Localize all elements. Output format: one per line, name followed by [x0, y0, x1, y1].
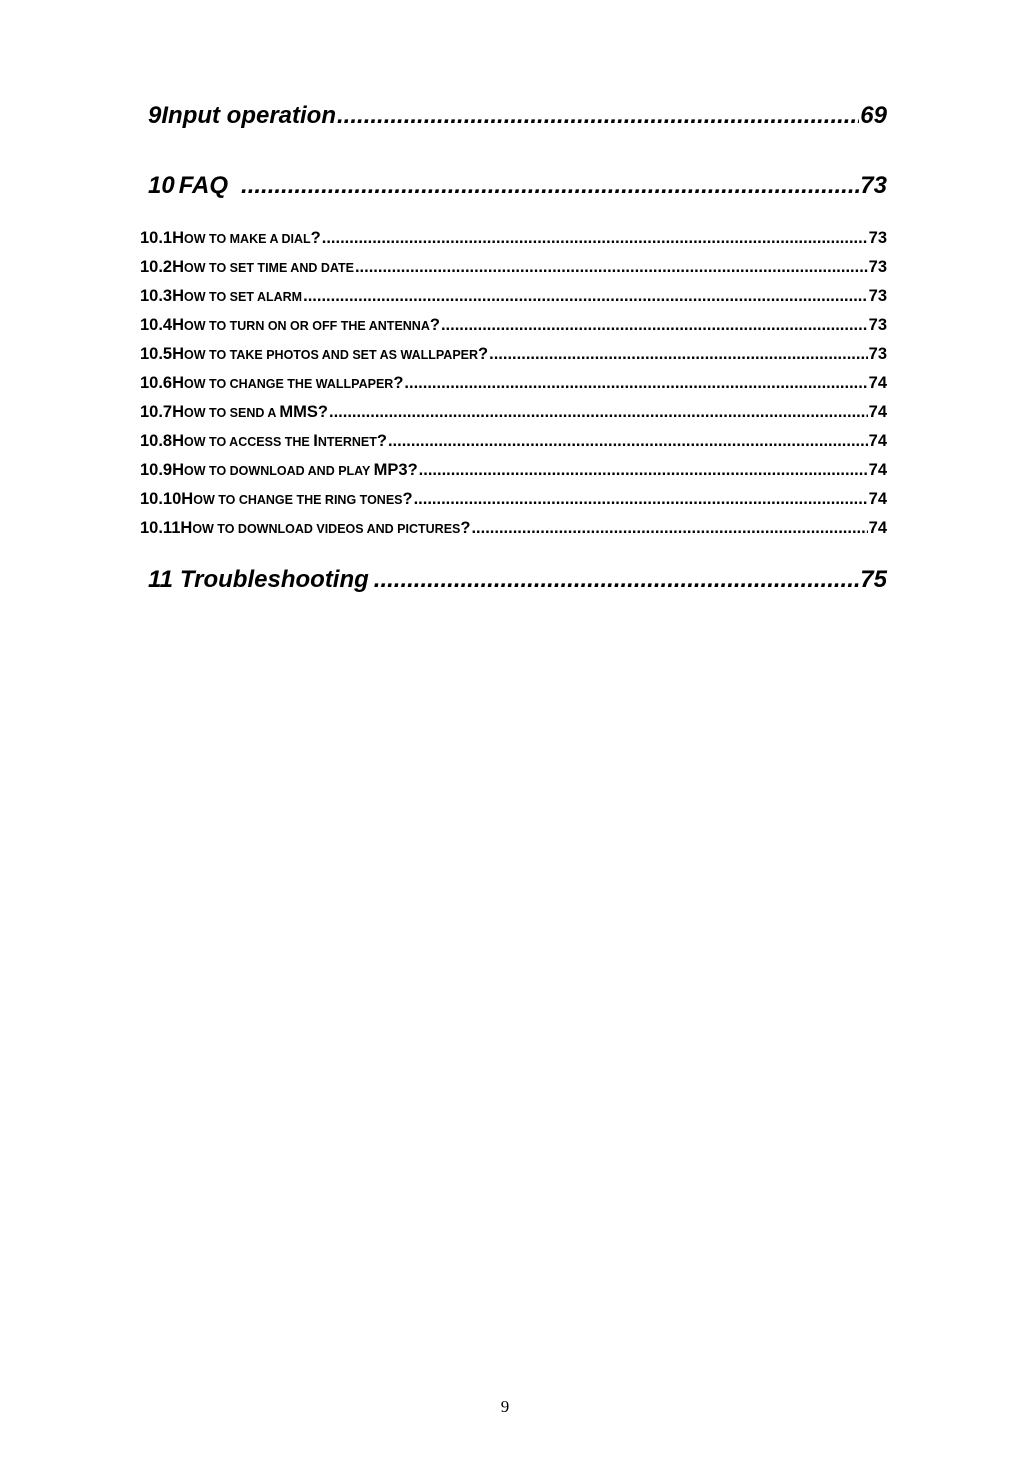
- faq-item-title: [181, 490, 412, 509]
- faq-item-number: 10.4: [140, 316, 173, 334]
- toc-faq-item[interactable]: [140, 519, 887, 538]
- faq-title-small-caps: NTERNET: [317, 435, 377, 449]
- toc-faq-item[interactable]: [140, 316, 887, 335]
- faq-title-capital: ?: [310, 229, 321, 247]
- dot-leader: [303, 287, 868, 306]
- chapter-page: 69: [860, 102, 887, 129]
- faq-item-title: [172, 229, 321, 248]
- toc-chapter-11[interactable]: [148, 566, 887, 594]
- faq-title-small-caps: OW TO ACCESS THE: [184, 435, 314, 449]
- toc-faq-item[interactable]: [140, 258, 887, 277]
- dot-leader: [419, 461, 868, 480]
- faq-title-capital: ?: [393, 374, 404, 392]
- dot-leader: [388, 432, 868, 451]
- toc-chapter-10[interactable]: [148, 172, 887, 200]
- faq-title-capital: H: [172, 316, 185, 334]
- faq-item-number: 10.6: [140, 374, 173, 392]
- faq-item-number: 10.8: [140, 432, 173, 450]
- dot-leader: [374, 566, 860, 594]
- faq-item-title: [172, 345, 488, 364]
- chapter-title: Troubleshooting: [179, 566, 369, 593]
- faq-title-capital: ?: [376, 432, 387, 450]
- dot-leader: [441, 316, 868, 335]
- faq-title-small-caps: OW TO DOWNLOAD VIDEOS AND PICTURES: [192, 522, 461, 536]
- faq-title-small-caps: OW TO SET TIME AND DATE: [184, 261, 354, 275]
- faq-title-capital: H: [172, 258, 185, 276]
- faq-item-page: 74: [868, 461, 887, 479]
- faq-item-number: 10.1: [140, 229, 173, 247]
- faq-title-capital: H: [172, 461, 185, 479]
- faq-item-title: [180, 519, 470, 538]
- faq-title-capital: H: [172, 229, 185, 247]
- chapter-page: 73: [860, 172, 887, 199]
- dot-leader: [355, 258, 868, 277]
- faq-item-title: [172, 403, 328, 422]
- faq-item-number: 10.7: [140, 403, 173, 421]
- faq-title-capital: ?: [478, 345, 489, 363]
- toc-faq-item[interactable]: [140, 461, 887, 480]
- faq-title-small-caps: OW TO CHANGE THE WALLPAPER: [184, 377, 394, 391]
- faq-item-page: 74: [868, 490, 887, 508]
- faq-item-number: 10.5: [140, 345, 173, 363]
- faq-title-small-caps: OW TO SEND A: [184, 406, 280, 420]
- faq-title-capital: H: [172, 432, 185, 450]
- toc-faq-item[interactable]: [140, 403, 887, 422]
- faq-title-small-caps: OW TO CHANGE THE RING TONES: [193, 493, 403, 507]
- faq-item-page: 73: [868, 287, 887, 305]
- faq-title-capital: H: [172, 287, 185, 305]
- dot-leader: [489, 345, 868, 364]
- toc-faq-item[interactable]: [140, 287, 887, 306]
- faq-item-page: 74: [868, 403, 887, 421]
- faq-title-capital: ?: [402, 490, 413, 508]
- dot-leader: [414, 490, 868, 509]
- chapter-number: 10: [148, 172, 175, 199]
- dot-leader: [404, 374, 867, 393]
- faq-item-page: 74: [868, 374, 887, 392]
- faq-item-page: 73: [868, 316, 887, 334]
- faq-item-title: [172, 461, 418, 480]
- faq-item-number: 10.11: [140, 519, 181, 537]
- toc-faq-item[interactable]: [140, 432, 887, 451]
- chapter-number: 11: [148, 566, 173, 593]
- faq-item-title: [172, 287, 302, 306]
- faq-item-number: 10.9: [140, 461, 173, 479]
- faq-item-page: 73: [868, 258, 887, 276]
- faq-title-capital: I: [313, 432, 318, 450]
- chapter-number: 9: [148, 102, 162, 129]
- faq-item-number: 10.2: [140, 258, 173, 276]
- dot-leader: [241, 172, 859, 200]
- faq-title-small-caps: OW TO MAKE A DIAL: [184, 232, 311, 246]
- toc-chapter-9[interactable]: [148, 102, 887, 130]
- faq-item-page: 74: [868, 432, 887, 450]
- chapter-title: FAQ: [178, 172, 229, 199]
- faq-item-title: [172, 316, 440, 335]
- faq-title-capital: H: [180, 519, 193, 537]
- chapter-page: 75: [860, 566, 887, 593]
- faq-title-small-caps: OW TO TAKE PHOTOS AND SET AS WALLPAPER: [184, 348, 479, 362]
- faq-item-title: [172, 374, 403, 393]
- dot-leader: [471, 519, 867, 538]
- faq-title-small-caps: OW TO TURN ON OR OFF THE ANTENNA: [184, 319, 430, 333]
- faq-title-capital: ?: [429, 316, 440, 334]
- faq-item-page: 73: [868, 345, 887, 363]
- dot-leader: [337, 102, 859, 130]
- faq-item-title: [172, 258, 354, 277]
- faq-item-title: [172, 432, 387, 451]
- faq-title-capital: H: [181, 490, 194, 508]
- chapter-title: Input operation: [161, 102, 337, 129]
- dot-leader: [322, 229, 868, 248]
- page-number: 9: [500, 1397, 510, 1416]
- faq-title-capital: H: [172, 403, 185, 421]
- faq-item-page: 74: [868, 519, 887, 537]
- faq-title-small-caps: OW TO SET ALARM: [184, 290, 303, 304]
- faq-title-capital: MMS?: [279, 403, 328, 421]
- toc-faq-item[interactable]: [140, 374, 887, 393]
- faq-item-number: 10.10: [140, 490, 182, 508]
- faq-title-small-caps: OW TO DOWNLOAD AND PLAY: [184, 464, 374, 478]
- toc-faq-item[interactable]: [140, 490, 887, 509]
- faq-title-capital: H: [172, 345, 185, 363]
- faq-item-number: 10.3: [140, 287, 173, 305]
- faq-title-capital: H: [172, 374, 185, 392]
- faq-title-capital: ?: [460, 519, 471, 537]
- dot-leader: [329, 403, 868, 422]
- toc-faq-item[interactable]: [140, 345, 887, 364]
- faq-item-page: 73: [868, 229, 887, 247]
- faq-title-capital: MP3?: [373, 461, 418, 479]
- toc-faq-item[interactable]: [140, 229, 887, 248]
